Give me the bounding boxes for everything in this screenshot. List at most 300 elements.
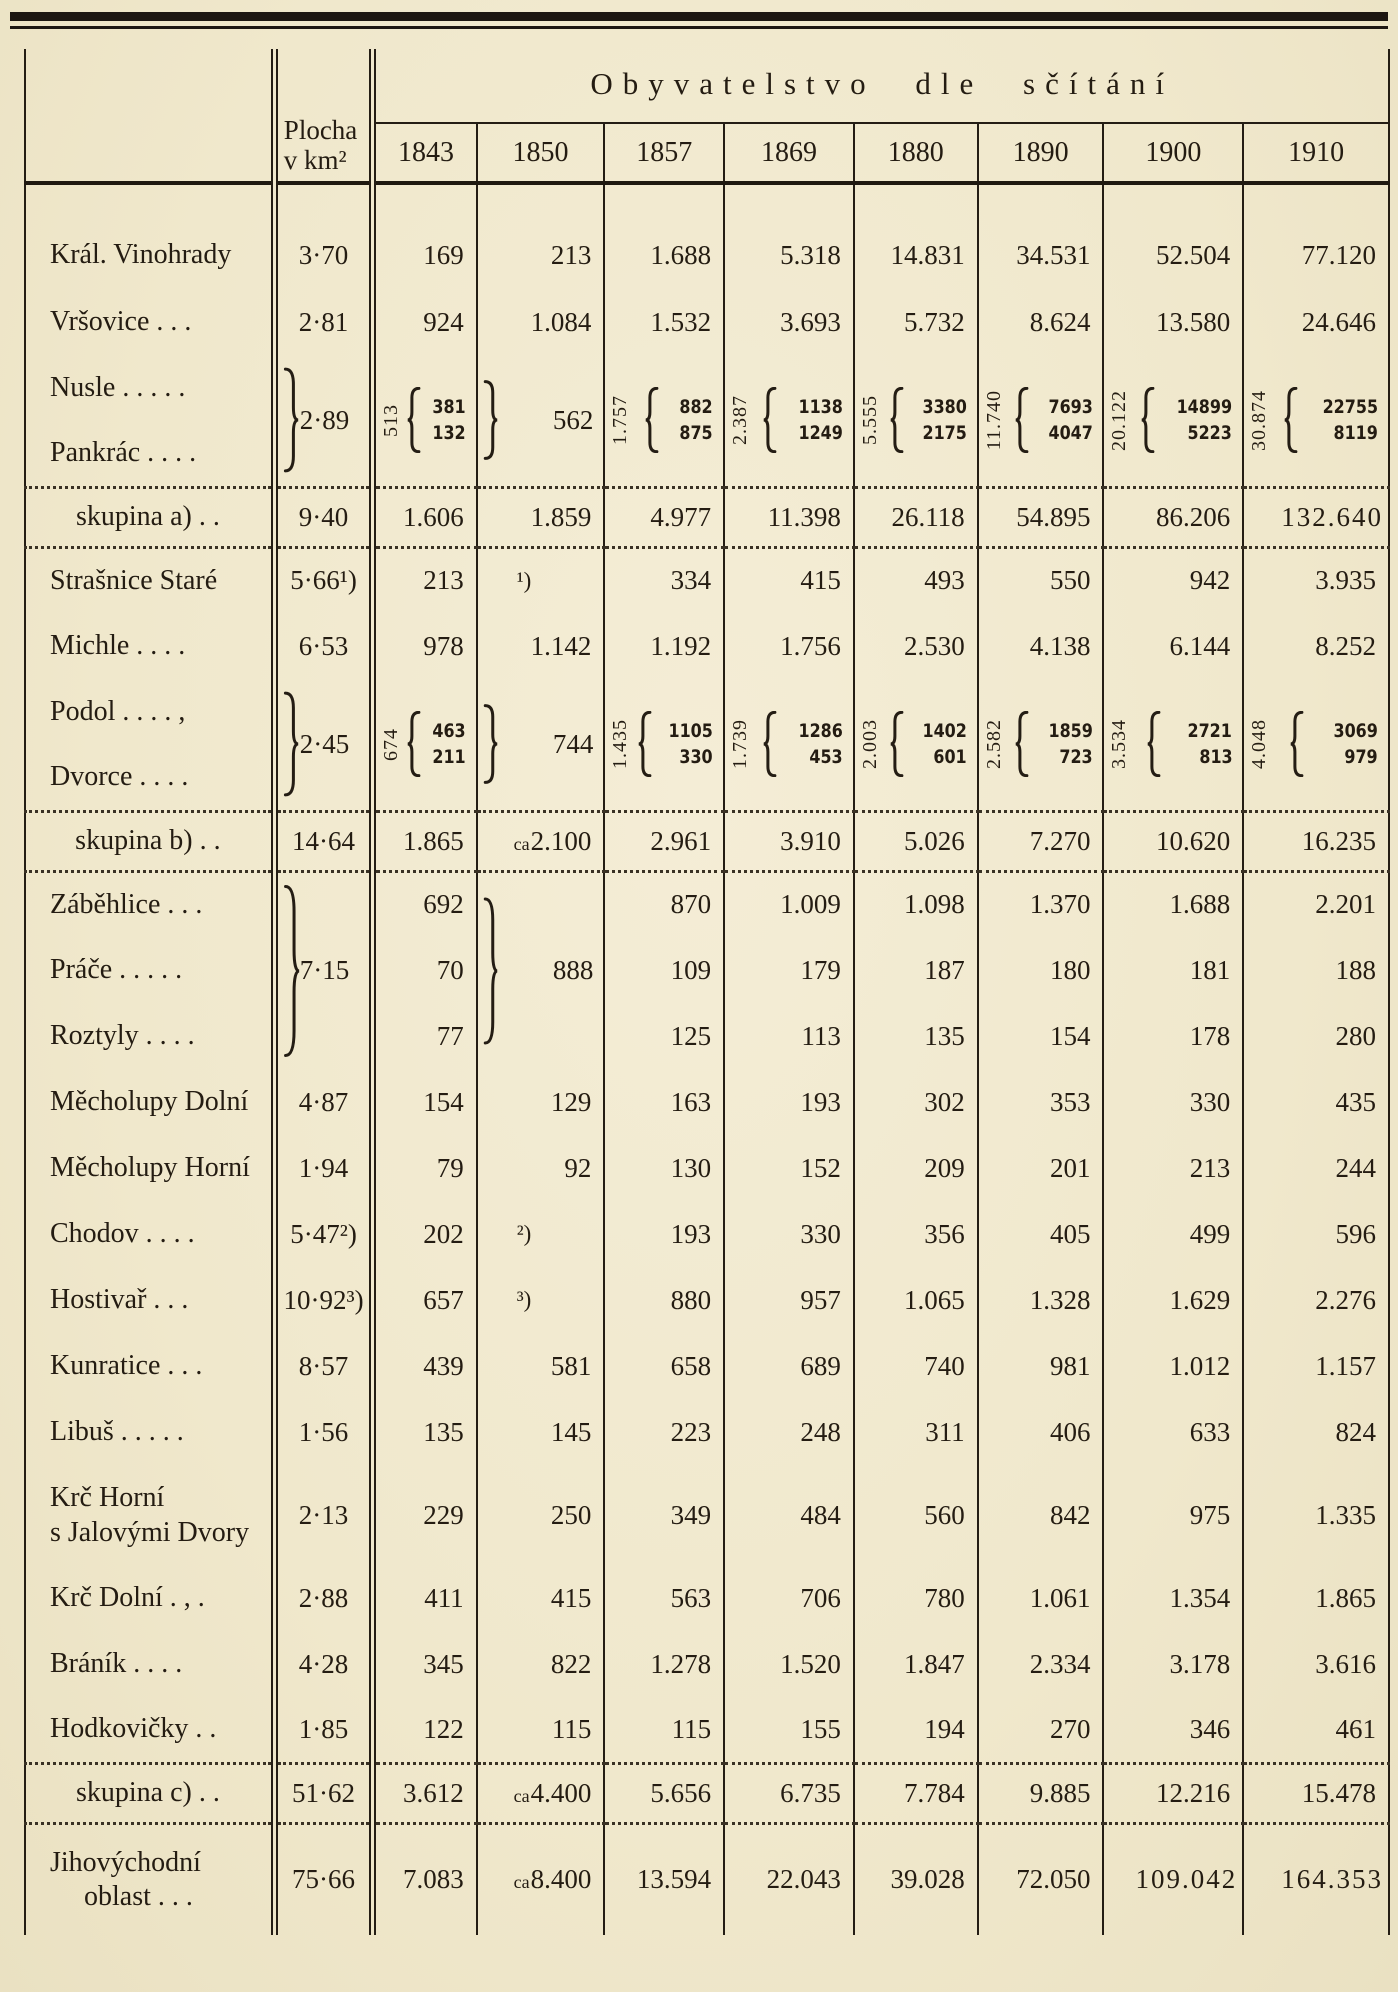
- row-label: Vršovice . . .: [25, 289, 274, 355]
- value-cell: 981: [978, 1333, 1104, 1399]
- area-cell: 3·70: [274, 183, 373, 289]
- table-body: [25, 183, 1389, 1935]
- value-cell: 3.910: [724, 811, 854, 871]
- pair-split-values: [1325, 719, 1378, 768]
- merged-value: 744: [552, 728, 594, 759]
- split-value-top: 22755: [1322, 395, 1378, 418]
- table-row: [25, 679, 1389, 745]
- value-cell: 560: [854, 1465, 978, 1565]
- value-cell: [978, 355, 1104, 487]
- value-cell: 1.061: [978, 1565, 1104, 1631]
- brace-left-icon: [645, 387, 659, 453]
- brace-left-icon: [890, 387, 904, 453]
- value-cell: 193: [724, 1069, 854, 1135]
- area-cell: 8·57: [274, 1333, 373, 1399]
- merged-area-cell: [274, 871, 373, 1069]
- value-cell: 302: [854, 1069, 978, 1135]
- pair-total-rotated: 5.555: [858, 395, 881, 446]
- table-row: [25, 1631, 1389, 1697]
- split-value-top: 381: [432, 395, 466, 418]
- value-cell: 1.142: [477, 613, 605, 679]
- pair-total-rotated: 513: [380, 403, 403, 437]
- brace-left-icon: [638, 711, 652, 777]
- value-cell: 1.520: [724, 1631, 854, 1697]
- table-row: [25, 1763, 1389, 1823]
- value-cell: 109.042: [1103, 1823, 1243, 1935]
- table-row: [25, 1399, 1389, 1465]
- pair-split-values: [660, 719, 714, 768]
- value-cell: 9.885: [978, 1763, 1104, 1823]
- value-cell: 145: [477, 1399, 605, 1465]
- value-cell: 870: [604, 871, 724, 937]
- pair-total-rotated: 1.739: [729, 719, 752, 770]
- value-cell: 7.270: [978, 811, 1104, 871]
- value-cell: 34.531: [978, 183, 1104, 289]
- value-cell: 3.612: [373, 1763, 477, 1823]
- value-cell: 1.865: [373, 811, 477, 871]
- split-value-bottom: 8119: [1333, 421, 1378, 444]
- value-cell: 1.847: [854, 1631, 978, 1697]
- brace-left-icon: [1015, 711, 1029, 777]
- value-cell: [1103, 679, 1243, 811]
- area-cell: 5·47²): [274, 1201, 373, 1267]
- value-cell: 975: [1103, 1465, 1243, 1565]
- split-value-bottom: 330: [679, 745, 714, 768]
- value-cell: 229: [373, 1465, 477, 1565]
- value-cell: 415: [477, 1565, 605, 1631]
- value-cell: 39.028: [854, 1823, 978, 1935]
- area-cell: 1·94: [274, 1135, 373, 1201]
- value-cell: 77.120: [1243, 183, 1389, 289]
- circa-prefix: ca: [513, 1785, 530, 1806]
- value-cell: 2.276: [1243, 1267, 1389, 1333]
- pair-total-rotated: 2.387: [729, 395, 752, 446]
- value-cell: 842: [978, 1465, 1104, 1565]
- value-cell: 248: [724, 1399, 854, 1465]
- split-value-bottom: 979: [1344, 745, 1378, 768]
- pair-split-values: [790, 719, 843, 768]
- value-cell: 581: [477, 1333, 605, 1399]
- row-label-line2: oblast . . .: [84, 1880, 193, 1912]
- year-header: 1857: [604, 123, 724, 183]
- value-cell: 406: [978, 1399, 1104, 1465]
- value-cell: 353: [978, 1069, 1104, 1135]
- value-cell: 8.624: [978, 289, 1104, 355]
- year-header: 1910: [1243, 123, 1389, 183]
- value-cell: [373, 355, 477, 487]
- row-label: Strašnice Staré: [25, 547, 274, 613]
- value-cell: ca4.400: [477, 1763, 605, 1823]
- pair-total-rotated: 1.435: [609, 719, 632, 770]
- value-cell: 405: [978, 1201, 1104, 1267]
- value-cell: [373, 679, 477, 811]
- value-cell: 10.620: [1103, 811, 1243, 871]
- table-row: [25, 937, 1389, 1003]
- value-cell: 193: [604, 1201, 724, 1267]
- value-cell: [477, 355, 605, 487]
- value-cell: [854, 355, 978, 487]
- value-cell: 1.157: [1243, 1333, 1389, 1399]
- split-value-bottom: 211: [432, 745, 466, 768]
- merged-value: 562: [552, 404, 594, 435]
- value-cell: 125: [604, 1003, 724, 1069]
- value-cell: 1.532: [604, 289, 724, 355]
- row-label: Měcholupy Dolní: [25, 1069, 274, 1135]
- area-cell: 1·85: [274, 1697, 373, 1763]
- brace-left-icon: [407, 711, 421, 777]
- brace-left-icon: [407, 387, 421, 453]
- value-cell: 3.616: [1243, 1631, 1389, 1697]
- table-row: [25, 183, 1389, 289]
- value-cell: 26.118: [854, 487, 978, 547]
- value-cell: 334: [604, 547, 724, 613]
- value-cell: 596: [1243, 1201, 1389, 1267]
- row-label: Hostivař . . .: [25, 1267, 274, 1333]
- value-cell: 13.594: [604, 1823, 724, 1935]
- value-cell: 202: [373, 1201, 477, 1267]
- value-cell: [724, 679, 854, 811]
- value-cell: 1.606: [373, 487, 477, 547]
- split-value-top: 3380: [922, 395, 967, 418]
- value-cell: 484: [724, 1465, 854, 1565]
- row-label: Král. Vinohrady: [25, 183, 274, 289]
- pair-total-rotated: 2.003: [858, 719, 881, 770]
- row-label: skupina a) . .: [25, 487, 274, 547]
- split-value-bottom: 875: [679, 421, 714, 444]
- split-value-bottom: 723: [1059, 745, 1093, 768]
- value-cell: 163: [604, 1069, 724, 1135]
- value-cell: 77: [373, 1003, 477, 1069]
- value-cell: 346: [1103, 1697, 1243, 1763]
- pair-total-rotated: 3.534: [1108, 719, 1131, 770]
- row-label: skupina c) . .: [25, 1763, 274, 1823]
- value-cell: 1.335: [1243, 1465, 1389, 1565]
- value-cell: 1.629: [1103, 1267, 1243, 1333]
- value-cell: 880: [604, 1267, 724, 1333]
- value-cell: [724, 355, 854, 487]
- value-cell: 79: [373, 1135, 477, 1201]
- value-cell: 12.216: [1103, 1763, 1243, 1823]
- value-cell: 109: [604, 937, 724, 1003]
- value-cell: 330: [1103, 1069, 1243, 1135]
- brace-left-icon: [763, 387, 777, 453]
- row-label: Libuš . . . . .: [25, 1399, 274, 1465]
- value-cell: 13.580: [1103, 289, 1243, 355]
- table-row: [25, 487, 1389, 547]
- value-cell: [1243, 355, 1389, 487]
- split-value-bottom: 813: [1198, 745, 1233, 768]
- value-cell: ³): [477, 1267, 605, 1333]
- row-label: Pankrác . . . .: [25, 421, 274, 487]
- value-cell: 2.961: [604, 811, 724, 871]
- pair-total-rotated: 11.740: [982, 390, 1005, 451]
- value-cell: 280: [1243, 1003, 1389, 1069]
- value-cell: 5.732: [854, 289, 978, 355]
- value-cell: 154: [373, 1069, 477, 1135]
- circa-prefix: ca: [513, 833, 530, 854]
- value-cell: 1.328: [978, 1267, 1104, 1333]
- value-cell: 2.530: [854, 613, 978, 679]
- value-cell: 152: [724, 1135, 854, 1201]
- table-row: [25, 289, 1389, 355]
- value-cell: [477, 679, 605, 811]
- pair-split-values: [1179, 719, 1233, 768]
- value-cell: 15.478: [1243, 1763, 1389, 1823]
- value-cell: [1103, 355, 1243, 487]
- value-cell: 7.083: [373, 1823, 477, 1935]
- area-value: 2·89: [299, 404, 350, 435]
- brace-left-icon: [1015, 387, 1029, 453]
- split-value-top: 3069: [1333, 719, 1378, 742]
- pair-split-values: [914, 395, 967, 444]
- value-cell: 194: [854, 1697, 978, 1763]
- split-value-top: 1138: [798, 395, 843, 418]
- value-cell: 942: [1103, 547, 1243, 613]
- value-cell: 129: [477, 1069, 605, 1135]
- area-cell: 9·40: [274, 487, 373, 547]
- row-label: Krč Dolní . , .: [25, 1565, 274, 1631]
- area-value: 2·45: [299, 728, 350, 759]
- value-cell: 244: [1243, 1135, 1389, 1201]
- value-cell: 130: [604, 1135, 724, 1201]
- value-cell: 439: [373, 1333, 477, 1399]
- pair-split-values: [426, 719, 466, 768]
- table-row: [25, 1069, 1389, 1135]
- year-header: 1850: [477, 123, 605, 183]
- value-cell: 2.201: [1243, 871, 1389, 937]
- split-value-top: 1402: [922, 719, 967, 742]
- value-cell: 14.831: [854, 183, 978, 289]
- value-cell: 1.278: [604, 1631, 724, 1697]
- value-cell: 633: [1103, 1399, 1243, 1465]
- area-cell: 6·53: [274, 613, 373, 679]
- value-cell: 54.895: [978, 487, 1104, 547]
- value-cell: 356: [854, 1201, 978, 1267]
- split-value-bottom: 4047: [1048, 421, 1093, 444]
- value-cell: [854, 679, 978, 811]
- value-cell: 8.252: [1243, 613, 1389, 679]
- value-cell: 1.354: [1103, 1565, 1243, 1631]
- row-label: Měcholupy Horní: [25, 1135, 274, 1201]
- table-row: [25, 871, 1389, 937]
- brace-left-icon: [890, 711, 904, 777]
- value-cell: 657: [373, 1267, 477, 1333]
- value-cell: 11.398: [724, 487, 854, 547]
- row-label: Chodov . . . .: [25, 1201, 274, 1267]
- brace-left-icon: [1284, 387, 1298, 453]
- split-value-bottom: 132: [432, 421, 466, 444]
- area-cell: 14·64: [274, 811, 373, 871]
- value-cell: 1.370: [978, 871, 1104, 937]
- area-value: 7·15: [299, 955, 350, 986]
- value-cell: 435: [1243, 1069, 1389, 1135]
- value-cell: 5.026: [854, 811, 978, 871]
- merged-1850-cell: [477, 871, 605, 1069]
- value-cell: 72.050: [978, 1823, 1104, 1935]
- value-cell: 692: [373, 871, 477, 937]
- value-cell: 5.318: [724, 183, 854, 289]
- row-label: Hodkovičky . .: [25, 1697, 274, 1763]
- area-cell: 4·28: [274, 1631, 373, 1697]
- brace-left-icon: [1147, 711, 1161, 777]
- split-value-top: 7693: [1048, 395, 1093, 418]
- split-value-top: 1859: [1048, 719, 1093, 742]
- value-cell: 86.206: [1103, 487, 1243, 547]
- value-cell: 164.353: [1243, 1823, 1389, 1935]
- value-cell: 16.235: [1243, 811, 1389, 871]
- top-rule: [10, 12, 1388, 29]
- value-cell: 113: [724, 1003, 854, 1069]
- split-value-bottom: 2175: [922, 421, 967, 444]
- brace-left-icon: [763, 711, 777, 777]
- year-header: 1869: [724, 123, 854, 183]
- value-cell: 499: [1103, 1201, 1243, 1267]
- value-cell: 213: [373, 547, 477, 613]
- table-row: [25, 1823, 1389, 1935]
- table-row: [25, 613, 1389, 679]
- table-row: [25, 1267, 1389, 1333]
- pair-split-values: [426, 395, 466, 444]
- area-header-line1: Plocha: [283, 114, 358, 145]
- value-cell: 70: [373, 937, 477, 1003]
- value-cell: 92: [477, 1135, 605, 1201]
- value-cell: 349: [604, 1465, 724, 1565]
- value-cell: 209: [854, 1135, 978, 1201]
- value-cell: 122: [373, 1697, 477, 1763]
- row-label: Bráník . . . .: [25, 1631, 274, 1697]
- merged-value: 888: [552, 955, 594, 986]
- value-cell: 411: [373, 1565, 477, 1631]
- value-cell: 2.334: [978, 1631, 1104, 1697]
- value-cell: 3.935: [1243, 547, 1389, 613]
- value-cell: 1.859: [477, 487, 605, 547]
- split-value-top: 14899: [1176, 395, 1233, 418]
- value-cell: 689: [724, 1333, 854, 1399]
- value-cell: 22.043: [724, 1823, 854, 1935]
- value-cell: 52.504: [1103, 183, 1243, 289]
- value-cell: 978: [373, 613, 477, 679]
- value-cell: 7.784: [854, 1763, 978, 1823]
- row-label: [25, 1823, 274, 1935]
- year-header: 1880: [854, 123, 978, 183]
- value-cell: 706: [724, 1565, 854, 1631]
- value-cell: 780: [854, 1565, 978, 1631]
- value-cell: 415: [724, 547, 854, 613]
- value-cell: 135: [373, 1399, 477, 1465]
- table-row: [25, 355, 1389, 421]
- area-header-line2: v km²: [283, 144, 347, 175]
- pair-split-values: [673, 395, 714, 444]
- merged-area-cell: [274, 679, 373, 811]
- table-row: [25, 1697, 1389, 1763]
- year-header: 1890: [978, 123, 1104, 183]
- value-cell: 201: [978, 1135, 1104, 1201]
- pair-total-rotated: 4.048: [1248, 719, 1271, 770]
- pair-total-rotated: 20.122: [1108, 389, 1131, 451]
- value-cell: 132.640: [1243, 487, 1389, 547]
- split-value-top: 1286: [798, 719, 843, 742]
- value-cell: 154: [978, 1003, 1104, 1069]
- row-label: Michle . . . .: [25, 613, 274, 679]
- area-cell: 10·92³): [274, 1267, 373, 1333]
- value-cell: 188: [1243, 937, 1389, 1003]
- value-cell: 1.098: [854, 871, 978, 937]
- value-cell: [604, 679, 724, 811]
- brace-right-icon: [483, 704, 498, 784]
- brace-right-icon: [283, 367, 299, 473]
- brace-right-icon: [283, 883, 300, 1059]
- value-cell: 563: [604, 1565, 724, 1631]
- value-cell: 461: [1243, 1697, 1389, 1763]
- value-cell: 824: [1243, 1399, 1389, 1465]
- pair-split-values: [1312, 395, 1378, 444]
- year-header: 1843: [373, 123, 477, 183]
- value-cell: 550: [978, 547, 1104, 613]
- split-value-top: 463: [432, 719, 466, 742]
- value-cell: 4.138: [978, 613, 1104, 679]
- name-column-header: [25, 49, 274, 183]
- pair-total-rotated: 1.757: [609, 395, 632, 446]
- value-cell: 169: [373, 183, 477, 289]
- value-cell: [978, 679, 1104, 811]
- value-cell: 213: [1103, 1135, 1243, 1201]
- pair-split-values: [1040, 719, 1093, 768]
- pair-total-rotated: 30.874: [1248, 389, 1271, 451]
- value-cell: 250: [477, 1465, 605, 1565]
- value-cell: 178: [1103, 1003, 1243, 1069]
- row-label-line2: s Jalovými Dvory: [50, 1517, 250, 1548]
- value-cell: 223: [604, 1399, 724, 1465]
- row-label-line1: Krč Horní: [50, 1482, 165, 1513]
- row-label-line1: Jihovýchodní: [50, 1847, 201, 1879]
- value-cell: 4.977: [604, 487, 724, 547]
- value-cell: 270: [978, 1697, 1104, 1763]
- split-value-top: 1105: [668, 719, 714, 742]
- value-cell: 135: [854, 1003, 978, 1069]
- pair-split-values: [1040, 395, 1093, 444]
- census-title: Obyvatelstvo dle sčítání: [373, 49, 1389, 123]
- table-row: [25, 811, 1389, 871]
- area-cell: 2·81: [274, 289, 373, 355]
- brace-left-icon: [1141, 387, 1155, 453]
- value-cell: 179: [724, 937, 854, 1003]
- pair-total-rotated: 2.582: [982, 719, 1005, 770]
- value-cell: 1.012: [1103, 1333, 1243, 1399]
- area-cell: 2·88: [274, 1565, 373, 1631]
- area-cell: 1·56: [274, 1399, 373, 1465]
- row-label: Práče . . . . .: [25, 937, 274, 1003]
- value-cell: 957: [724, 1267, 854, 1333]
- area-cell: 75·66: [274, 1823, 373, 1935]
- area-cell: 4·87: [274, 1069, 373, 1135]
- value-cell: ca2.100: [477, 811, 605, 871]
- value-cell: 1.065: [854, 1267, 978, 1333]
- brace-right-icon: [483, 380, 498, 460]
- value-cell: 493: [854, 547, 978, 613]
- brace-right-icon: [483, 896, 498, 1046]
- row-label: [25, 1465, 274, 1565]
- pair-split-values: [914, 719, 967, 768]
- value-cell: 330: [724, 1201, 854, 1267]
- pair-total-rotated: 674: [380, 727, 403, 761]
- value-cell: 1.009: [724, 871, 854, 937]
- value-cell: 6.144: [1103, 613, 1243, 679]
- table-row: [25, 1333, 1389, 1399]
- value-cell: 1.192: [604, 613, 724, 679]
- split-value-top: 882: [679, 395, 714, 418]
- value-cell: 5.656: [604, 1763, 724, 1823]
- value-cell: 345: [373, 1631, 477, 1697]
